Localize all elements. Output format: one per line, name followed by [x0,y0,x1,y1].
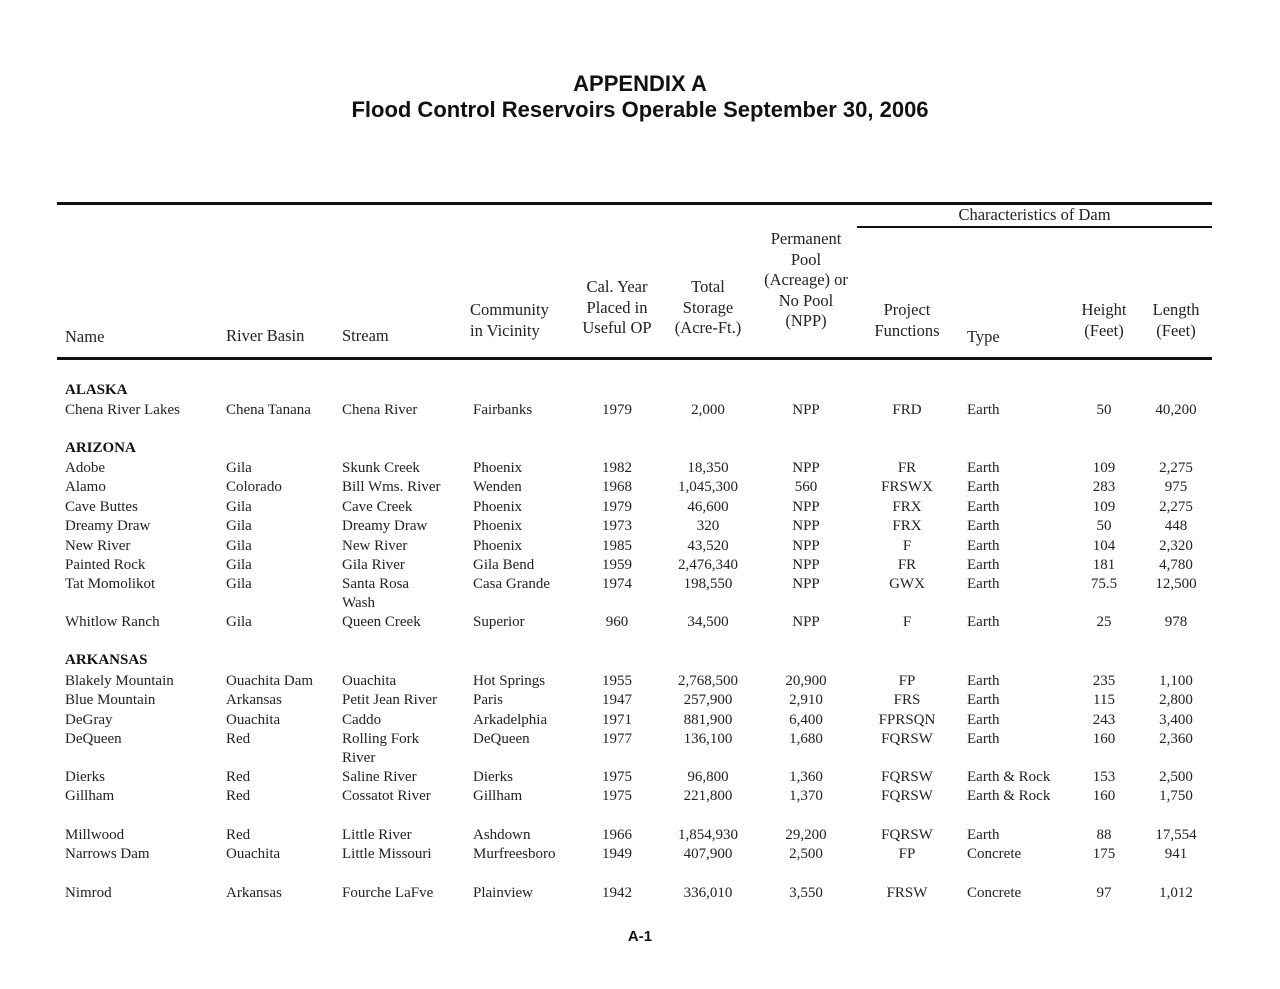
cell-length: 448 [1164,518,1188,534]
cell-pool: 1,370 [789,788,823,804]
column-header-height: Height (Feet) [1081,300,1127,340]
cell-year: 1982 [602,460,632,476]
cell-year: 1966 [602,827,632,843]
cell-type: Earth [967,460,1000,476]
cell-functions: FQRSW [881,827,933,843]
column-header-river-basin: River Basin [226,326,305,345]
cell-storage: 407,900 [683,846,733,862]
cell-community: Plainview [473,885,533,901]
cell-type: Earth [967,614,1000,630]
cell-height: 160 [1092,731,1116,747]
cell-stream: Gila River [342,557,405,573]
cell-pool: 560 [794,479,818,495]
column-header-storage: Total Storage (Acre-Ft.) [674,277,742,337]
cell-type: Earth & Rock [967,788,1051,804]
cell-name: Narrows Dam [65,846,150,862]
cell-pool: 2,910 [789,692,823,708]
cell-pool: NPP [792,576,820,592]
cell-river-basin: Gila [226,557,252,573]
cell-river-basin: Ouachita Dam [226,673,314,689]
cell-functions: FRX [892,499,922,515]
cell-stream: Bill Wms. River [342,479,441,495]
cell-height: 50 [1096,402,1112,418]
state-header-arizona: ARIZONA [65,440,136,456]
cell-functions: F [902,538,912,554]
cell-year: 1979 [602,499,632,515]
cell-height: 50 [1096,518,1112,534]
cell-storage: 1,045,300 [678,479,738,495]
cell-stream: New River [342,538,408,554]
cell-community: Hot Springs [473,673,546,689]
cell-community: Phoenix [473,460,523,476]
cell-type: Earth [967,557,1000,573]
cell-name: Adobe [65,460,105,476]
cell-storage: 34,500 [687,614,729,630]
cell-functions: GWX [889,576,925,592]
cell-length: 3,400 [1159,712,1193,728]
column-header-community: Community in Vicinity [470,300,549,340]
cell-functions: FRS [893,692,921,708]
cell-length: 1,100 [1159,673,1193,689]
cell-stream: Little Missouri [342,846,432,862]
cell-stream: Santa Rosa Wash [342,576,410,611]
cell-year: 1977 [602,731,632,747]
cell-functions: F [902,614,912,630]
cell-name: Gillham [65,788,115,804]
cell-river-basin: Red [226,731,251,747]
cell-length: 2,360 [1159,731,1193,747]
cell-height: 88 [1096,827,1112,843]
cell-functions: FP [898,846,916,862]
cell-type: Earth [967,499,1000,515]
cell-river-basin: Gila [226,538,252,554]
cell-storage: 257,900 [683,692,733,708]
cell-year: 1947 [602,692,632,708]
cell-river-basin: Ouachita [226,846,281,862]
cell-type: Earth [967,402,1000,418]
cell-storage: 221,800 [683,788,733,804]
cell-pool: NPP [792,518,820,534]
cell-height: 109 [1092,460,1116,476]
cell-community: Arkadelphia [473,712,548,728]
cell-year: 1974 [602,576,632,592]
cell-pool: NPP [792,538,820,554]
cell-pool: NPP [792,460,820,476]
cell-stream: Queen Creek [342,614,421,630]
cell-stream: Chena River [342,402,418,418]
cell-name: DeGray [65,712,113,728]
cell-community: Casa Grande [473,576,551,592]
cell-community: Superior [473,614,525,630]
cell-functions: FQRSW [881,788,933,804]
page-subtitle: Flood Control Reservoirs Operable September 30, 2006 [351,97,929,122]
column-header-length: Length (Feet) [1152,300,1200,340]
cell-pool: NPP [792,557,820,573]
cell-pool: 1,360 [789,769,823,785]
cell-functions: FPRSQN [878,712,936,728]
cell-stream: Cossatot River [342,788,431,804]
cell-length: 2,275 [1159,499,1193,515]
cell-storage: 881,900 [683,712,733,728]
cell-height: 115 [1093,692,1115,708]
cell-stream: Caddo [342,712,382,728]
cell-height: 160 [1092,788,1116,804]
cell-length: 941 [1164,846,1188,862]
cell-river-basin: Gila [226,460,252,476]
cell-type: Earth & Rock [967,769,1051,785]
cell-length: 4,780 [1159,557,1193,573]
cell-height: 153 [1092,769,1116,785]
cell-length: 2,500 [1159,769,1193,785]
cell-pool: 6,400 [789,712,823,728]
cell-community: Phoenix [473,538,523,554]
cell-stream: Little River [342,827,412,843]
cell-height: 243 [1092,712,1116,728]
cell-river-basin: Arkansas [226,885,282,901]
page-title: APPENDIX A [573,71,707,96]
cell-storage: 198,550 [683,576,733,592]
cell-type: Earth [967,479,1000,495]
cell-height: 104 [1092,538,1116,554]
cell-year: 1971 [602,712,632,728]
cell-storage: 336,010 [683,885,733,901]
cell-year: 1968 [602,479,632,495]
cell-storage: 2,768,500 [678,673,738,689]
cell-community: Dierks [473,769,513,785]
cell-community: Wenden [473,479,522,495]
column-header-stream: Stream [342,326,389,345]
cell-community: Fairbanks [473,402,533,418]
cell-functions: FR [897,557,917,573]
cell-name: New River [65,538,131,554]
cell-height: 235 [1092,673,1116,689]
cell-stream: Skunk Creek [342,460,420,476]
cell-year: 1959 [602,557,632,573]
cell-community: DeQueen [473,731,530,747]
cell-functions: FRSW [886,885,928,901]
cell-height: 75.5 [1090,576,1118,592]
cell-height: 175 [1092,846,1116,862]
cell-storage: 1,854,930 [678,827,738,843]
cell-pool: 3,550 [789,885,823,901]
cell-name: Nimrod [65,885,112,901]
group-header-characteristics: Characteristics of Dam [958,205,1111,224]
cell-stream: Saline River [342,769,417,785]
column-header-type: Type [967,327,1000,346]
state-header-arkansas: ARKANSAS [65,652,148,668]
cell-functions: FRSWX [881,479,933,495]
cell-year: 1949 [602,846,632,862]
cell-pool: 1,680 [789,731,823,747]
cell-name: Painted Rock [65,557,146,573]
cell-pool: 29,200 [785,827,827,843]
cell-height: 181 [1092,557,1116,573]
cell-length: 975 [1164,479,1188,495]
cell-pool: NPP [792,499,820,515]
cell-length: 978 [1164,614,1188,630]
cell-name: Blue Mountain [65,692,156,708]
cell-storage: 2,476,340 [678,557,738,573]
cell-stream: Fourche LaFve [342,885,434,901]
cell-functions: FQRSW [881,769,933,785]
cell-community: Gillham [473,788,523,804]
cell-river-basin: Arkansas [226,692,282,708]
column-header-name: Name [65,327,105,346]
cell-community: Murfreesboro [473,846,556,862]
cell-functions: FP [898,673,916,689]
column-header-year: Cal. Year Placed in Useful OP [582,277,652,337]
cell-stream: Rolling Fork River [342,731,420,766]
cell-height: 109 [1092,499,1116,515]
cell-stream: Cave Creek [342,499,413,515]
cell-year: 1955 [602,673,632,689]
cell-river-basin: Chena Tanana [226,402,311,418]
cell-type: Earth [967,518,1000,534]
cell-functions: FRD [892,402,922,418]
cell-type: Earth [967,731,1000,747]
cell-year: 1979 [602,402,632,418]
cell-name: Whitlow Ranch [65,614,160,630]
cell-name: DeQueen [65,731,122,747]
header-bottom-rule [57,357,1212,360]
cell-community: Gila Bend [473,557,535,573]
cell-stream: Dreamy Draw [342,518,428,534]
cell-length: 2,275 [1159,460,1193,476]
cell-height: 25 [1096,614,1112,630]
cell-length: 2,800 [1159,692,1193,708]
cell-length: 2,320 [1159,538,1193,554]
cell-type: Earth [967,576,1000,592]
cell-name: Alamo [65,479,106,495]
cell-community: Paris [473,692,503,708]
cell-stream: Ouachita [342,673,397,689]
cell-pool: 2,500 [789,846,823,862]
cell-storage: 2,000 [691,402,725,418]
cell-height: 97 [1096,885,1112,901]
cell-name: Dreamy Draw [65,518,151,534]
cell-community: Phoenix [473,518,523,534]
cell-name: Cave Buttes [65,499,138,515]
cell-length: 12,500 [1155,576,1197,592]
cell-functions: FRX [892,518,922,534]
cell-river-basin: Gila [226,499,252,515]
cell-name: Chena River Lakes [65,402,180,418]
cell-storage: 136,100 [683,731,733,747]
column-header-functions: Project Functions [874,300,940,340]
cell-river-basin: Red [226,769,251,785]
cell-pool: 20,900 [785,673,827,689]
cell-length: 40,200 [1155,402,1197,418]
state-header-alaska: ALASKA [65,382,128,398]
cell-storage: 18,350 [687,460,729,476]
cell-storage: 43,520 [687,538,729,554]
cell-storage: 96,800 [687,769,729,785]
cell-height: 283 [1092,479,1116,495]
cell-functions: FR [897,460,917,476]
cell-type: Earth [967,692,1000,708]
cell-year: 1975 [602,788,632,804]
cell-functions: FQRSW [881,731,933,747]
cell-year: 1942 [602,885,632,901]
cell-length: 1,750 [1159,788,1193,804]
cell-year: 1973 [602,518,632,534]
cell-type: Earth [967,827,1000,843]
cell-stream: Petit Jean River [342,692,437,708]
cell-river-basin: Colorado [226,479,282,495]
cell-year: 960 [605,614,629,630]
cell-name: Dierks [65,769,105,785]
cell-type: Concrete [967,885,1022,901]
cell-length: 1,012 [1159,885,1193,901]
cell-river-basin: Ouachita [226,712,281,728]
cell-river-basin: Red [226,788,251,804]
cell-storage: 320 [696,518,720,534]
page-number: A-1 [627,928,653,945]
cell-type: Earth [967,673,1000,689]
cell-community: Ashdown [473,827,531,843]
cell-pool: NPP [792,402,820,418]
cell-year: 1985 [602,538,632,554]
cell-name: Tat Momolikot [65,576,156,592]
cell-river-basin: Gila [226,518,252,534]
cell-name: Millwood [65,827,125,843]
cell-type: Concrete [967,846,1022,862]
cell-river-basin: Red [226,827,251,843]
cell-type: Earth [967,712,1000,728]
group-header-rule [857,226,1212,228]
cell-river-basin: Gila [226,614,252,630]
cell-storage: 46,600 [687,499,729,515]
cell-type: Earth [967,538,1000,554]
cell-year: 1975 [602,769,632,785]
cell-length: 17,554 [1155,827,1197,843]
column-header-pool: Permanent Pool (Acreage) or No Pool (NPP) [764,229,848,330]
cell-community: Phoenix [473,499,523,515]
cell-river-basin: Gila [226,576,252,592]
cell-name: Blakely Mountain [65,673,174,689]
cell-pool: NPP [792,614,820,630]
